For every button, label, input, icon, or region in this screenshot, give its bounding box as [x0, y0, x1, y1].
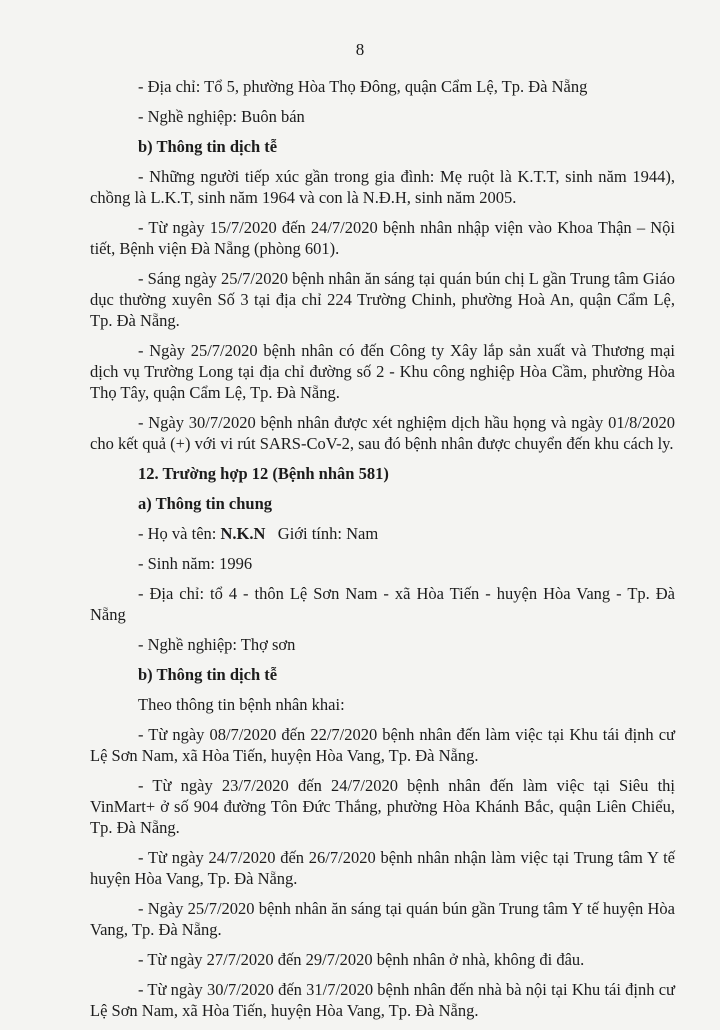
gender-value: Giới tính: Nam [277, 524, 379, 543]
epidemiology-paragraph: - Sáng ngày 25/7/2020 bệnh nhân ăn sáng tại quán bún chị L gần Trung tâm Giáo dục thường xuyên Số 3 tại địa chỉ 224 Trường Chinh, phường Hoà An, quận Cẩm Lệ, Tp. Đà Nẵng. [90, 269, 675, 330]
name-value: N.K.N [220, 524, 266, 543]
case-epidemiology-heading: b) Thông tin dịch tễ [138, 665, 278, 684]
case-epidemiology-paragraph: - Từ ngày 24/7/2020 đến 26/7/2020 bệnh nhân nhận làm việc tại Trung tâm Y tế huyện Hòa Vang, Tp. Đà Nẵng. [90, 848, 675, 888]
case-title: 12. Trường hợp 12 (Bệnh nhân 581) [138, 464, 389, 483]
epidemiology-intro: Theo thông tin bệnh nhân khai: [138, 695, 345, 714]
general-info-heading: a) Thông tin chung [138, 494, 273, 513]
name-line [90, 523, 675, 544]
page-content [90, 76, 675, 1030]
name-label: - Họ và tên: [138, 524, 221, 543]
case-epidemiology-paragraph: - Từ ngày 27/7/2020 đến 29/7/2020 bệnh nhân ở nhà, không đi đâu. [138, 950, 585, 969]
case-occupation-line: - Nghề nghiệp: Thợ sơn [138, 635, 296, 654]
epidemiology-heading: b) Thông tin dịch tễ [138, 137, 278, 156]
epidemiology-paragraph: - Từ ngày 15/7/2020 đến 24/7/2020 bệnh nhân nhập viện vào Khoa Thận – Nội tiết, Bệnh viện Đà Nẵng (phòng 601). [90, 218, 675, 258]
case-epidemiology-paragraph: - Từ ngày 30/7/2020 đến 31/7/2020 bệnh nhân đến nhà bà nội tại Khu tái định cư Lệ Sơn Nam, xã Hòa Tiến, huyện Hòa Vang, Tp. Đà Nẵng. [90, 980, 675, 1020]
occupation-line: - Nghề nghiệp: Buôn bán [138, 107, 305, 126]
birth-year-line: - Sinh năm: 1996 [138, 554, 253, 573]
address-line: - Địa chỉ: Tổ 5, phường Hòa Thọ Đông, quận Cẩm Lệ, Tp. Đà Nẵng [138, 77, 588, 96]
epidemiology-paragraph: - Ngày 25/7/2020 bệnh nhân có đến Công ty Xây lắp sản xuất và Thương mại dịch vụ Trường Long tại địa chỉ đường số 2 - Khu công nghiệp Hòa Cầm, phường Hòa Thọ Tây, quận Cẩm Lệ, Tp. Đà Nẵng. [90, 341, 675, 402]
case-epidemiology-paragraph: - Ngày 25/7/2020 bệnh nhân ăn sáng tại quán bún gần Trung tâm Y tế huyện Hòa Vang, Tp. Đà Nẵng. [90, 899, 675, 939]
case-epidemiology-paragraph: - Từ ngày 23/7/2020 đến 24/7/2020 bệnh nhân đến làm việc tại Siêu thị VinMart+ ở số 904 đường Tôn Đức Thắng, phường Hòa Khánh Bắc, quận Liên Chiểu, Tp. Đà Nẵng. [90, 776, 675, 837]
epidemiology-paragraph: - Ngày 30/7/2020 bệnh nhân được xét nghiệm dịch hầu họng và ngày 01/8/2020 cho kết quả (+) với vi rút SARS-CoV-2, sau đó bệnh nhân được chuyển đến khu cách ly. [90, 413, 675, 453]
epidemiology-paragraph: - Những người tiếp xúc gần trong gia đình: Mẹ ruột là K.T.T, sinh năm 1944), chồng là L.K.T, sinh năm 1964 và con là N.Đ.H, sinh năm 2005. [90, 167, 675, 207]
case-address-line: - Địa chỉ: tổ 4 - thôn Lệ Sơn Nam - xã Hòa Tiến - huyện Hòa Vang - Tp. Đà Nẵng [90, 584, 675, 624]
case-epidemiology-paragraph: - Từ ngày 08/7/2020 đến 22/7/2020 bệnh nhân đến làm việc tại Khu tái định cư Lệ Sơn Nam, xã Hòa Tiến, huyện Hòa Vang, Tp. Đà Nẵng. [90, 725, 675, 765]
page-number: 8 [355, 40, 365, 59]
